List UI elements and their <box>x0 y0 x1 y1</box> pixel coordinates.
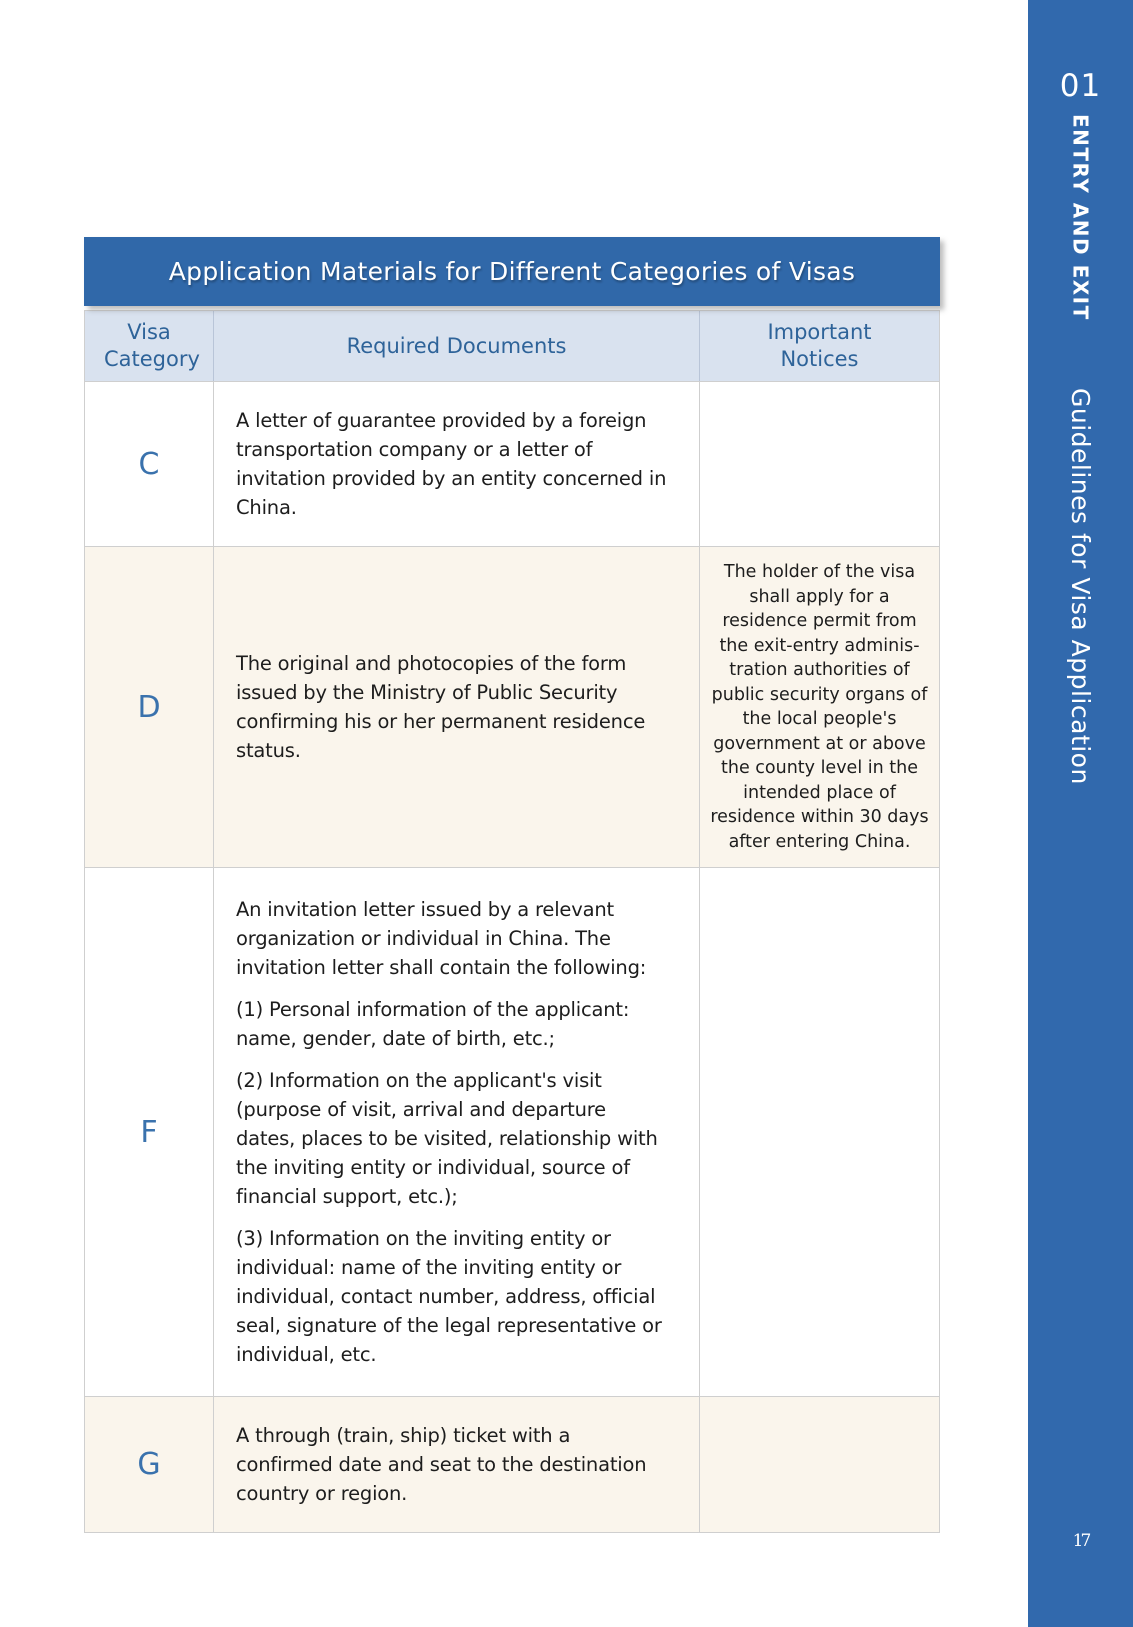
table-row-visa-d <box>85 546 939 867</box>
visa-c-category-cell <box>85 382 214 546</box>
visa-g-category-cell <box>85 1397 214 1532</box>
visa-g-documents-cell <box>214 1397 700 1532</box>
visa-c-notices-cell <box>700 382 939 546</box>
visa-f-documents-item-2: (2) Information on the applicant's visit (purpose of visit, arrival and departure dates, places to be visited, relationship with the inviting entity or individual, source of financial support, etc.); <box>236 1069 658 1208</box>
header-visa-category-label: Visa Category <box>104 320 200 371</box>
visa-d-notice-line: tration authorities of <box>729 660 910 680</box>
visa-d-notice-line: intended place of <box>743 782 896 803</box>
table-title: Application Materials for Different Categories of Visas <box>84 237 940 306</box>
chapter-sidebar <box>1028 0 1133 1627</box>
visa-c-documents-text: A letter of guarantee provided by a foreign transportation company or a letter of invitation provided by an entity concerned in China. <box>236 409 667 519</box>
table-row-visa-f <box>85 867 939 1396</box>
visa-d-notices-cell <box>700 547 939 867</box>
visa-f-letter: F <box>140 1114 158 1150</box>
visa-g-letter: G <box>137 1447 161 1482</box>
visa-f-documents-intro: An invitation letter issued by a relevant organization or individual in China. The invitation letter shall contain the following: <box>236 898 647 979</box>
visa-d-category-cell <box>85 547 214 867</box>
chapter-number: 01 <box>1059 68 1102 104</box>
visa-d-notice-line: the local people's <box>742 709 897 729</box>
table-header-row <box>85 311 939 381</box>
visa-f-documents-item-1: (1) Personal information of the applicant: name, gender, date of birth, etc.; <box>236 998 630 1050</box>
header-required-documents-label: Required Documents <box>346 334 567 358</box>
visa-materials-table <box>84 237 940 1533</box>
visa-d-notice-line: residence within 30 days <box>710 807 929 827</box>
visa-d-notice-line: shall apply for a <box>749 586 890 607</box>
chapter-title: ENTRY AND EXIT <box>1068 114 1093 321</box>
visa-d-notice-line: public security organs of <box>711 684 928 705</box>
visa-c-documents-cell <box>214 382 700 546</box>
visa-f-category-cell <box>85 868 214 1396</box>
visa-f-documents-cell <box>214 868 700 1396</box>
visa-d-documents-cell <box>214 547 700 867</box>
section-title: Guidelines for Visa Application <box>1066 388 1095 785</box>
visa-d-notice-line: government at or above <box>713 733 926 754</box>
visa-c-letter: C <box>138 446 160 482</box>
visa-d-notice-line: after entering China. <box>728 831 911 852</box>
visa-g-documents-text: A through (train, ship) ticket with a confirmed date and seat to the destination country or region. <box>236 1424 647 1505</box>
visa-g-notices-cell <box>700 1397 939 1532</box>
visa-f-documents-item-3: (3) Information on the inviting entity or individual: name of the inviting entity or individual, contact number, address, official seal, signature of the legal representative or individual, etc. <box>236 1227 662 1366</box>
visa-f-notices-cell <box>700 868 939 1396</box>
visa-d-notice-line: the exit-entry adminis- <box>719 635 920 656</box>
visa-d-notice-line: residence permit from <box>722 611 917 631</box>
table-row-visa-c <box>85 381 939 546</box>
visa-d-notice-line: The holder of the visa <box>723 562 916 582</box>
visa-d-letter: D <box>137 689 161 725</box>
header-important-notices-label: Important Notices <box>767 320 872 371</box>
page-number: 17 <box>1072 1531 1089 1551</box>
table-row-visa-g <box>85 1396 939 1532</box>
visa-d-documents-text: The original and photocopies of the form issued by the Ministry of Public Security confirming his or her permanent residence status. <box>236 652 646 762</box>
header-important-notices <box>700 311 939 381</box>
header-required-documents <box>214 311 700 381</box>
table-grid <box>84 310 940 1533</box>
visa-d-notice-line: the county level in the <box>721 758 918 778</box>
header-visa-category <box>85 311 214 381</box>
